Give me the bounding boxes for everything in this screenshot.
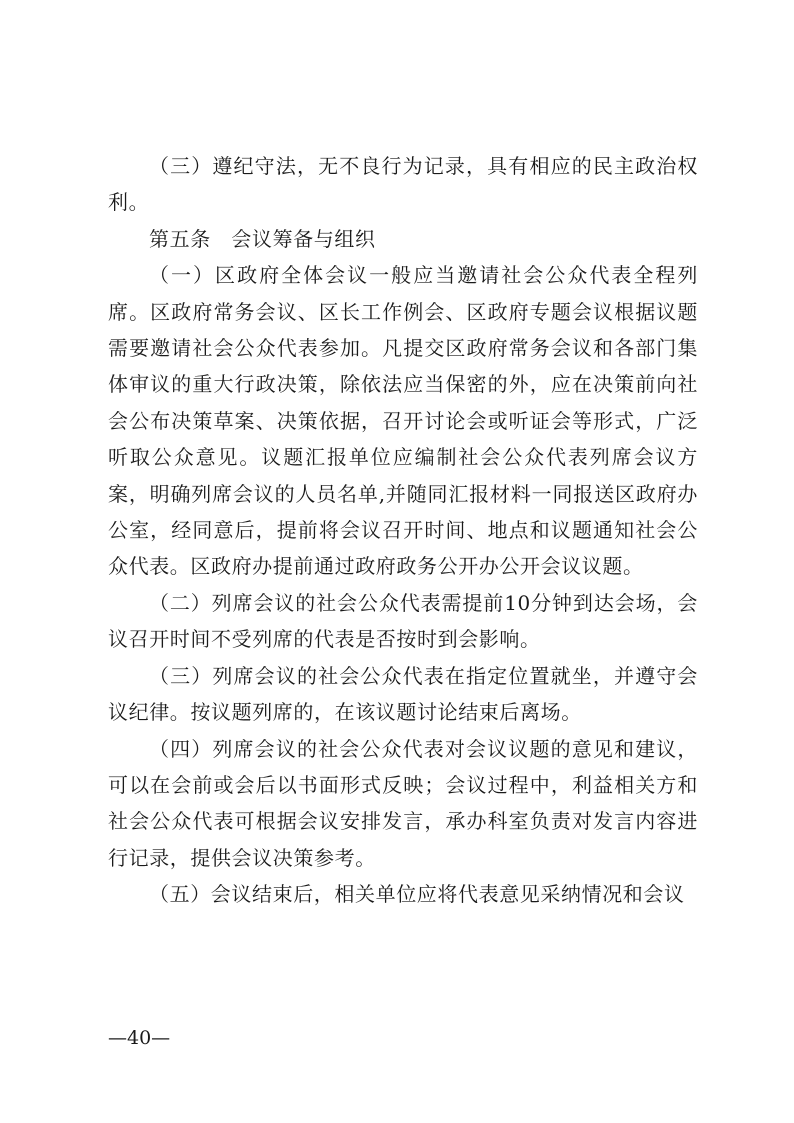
page-body	[108, 148, 698, 913]
paragraph-item-4: （四）列席会议的社会公众代表对会议议题的意见和建议，可以在会前或会后以书面形式反映；会议过程中，利益相关方和社会公众代表可根据会议安排发言，承办科室负责对发言内容进行记录，提供会议决策参考。	[108, 736, 698, 870]
paragraph-item-5: （五）会议结束后，相关单位应将代表意见采纳情况和会议	[149, 882, 685, 907]
paragraph-item-3: （三）列席会议的社会公众代表在指定位置就坐，并遵守会议纪律。按议题列席的，在该议题讨论结束后离场。	[108, 663, 698, 725]
article-5-heading: 第五条 会议筹备与组织	[149, 226, 376, 251]
paragraph-item-1: （一）区政府全体会议一般应当邀请社会公众代表全程列席。区政府常务会议、区长工作例会、区政府专题会议根据议题需要邀请社会公众代表参加。凡提交区政府常务会议和各部门集体审议的重大行政决策，除依法应当保密的外，应在决策前向社会公布决策草案、决策依据，召开讨论会或听证会等形式，广泛听取公众意见。议题汇报单位应编制社会公众代表列席会议方案，明确列席会议的人员名单,并随同汇报材料一同报送区政府办公室，经同意后，提前将会议召开时间、地点和议题通知社会公众代表。区政府办提前通过政府政务公开办公开会议议题。	[108, 263, 698, 579]
paragraph-item-2: （二）列席会议的社会公众代表需提前10分钟到达会场，会议召开时间不受列席的代表是否按时到会影响。	[108, 590, 698, 652]
page-number: —40—	[108, 1027, 171, 1049]
paragraph-condition-3: （三）遵纪守法，无不良行为记录，具有相应的民主政治权利。	[108, 154, 698, 215]
